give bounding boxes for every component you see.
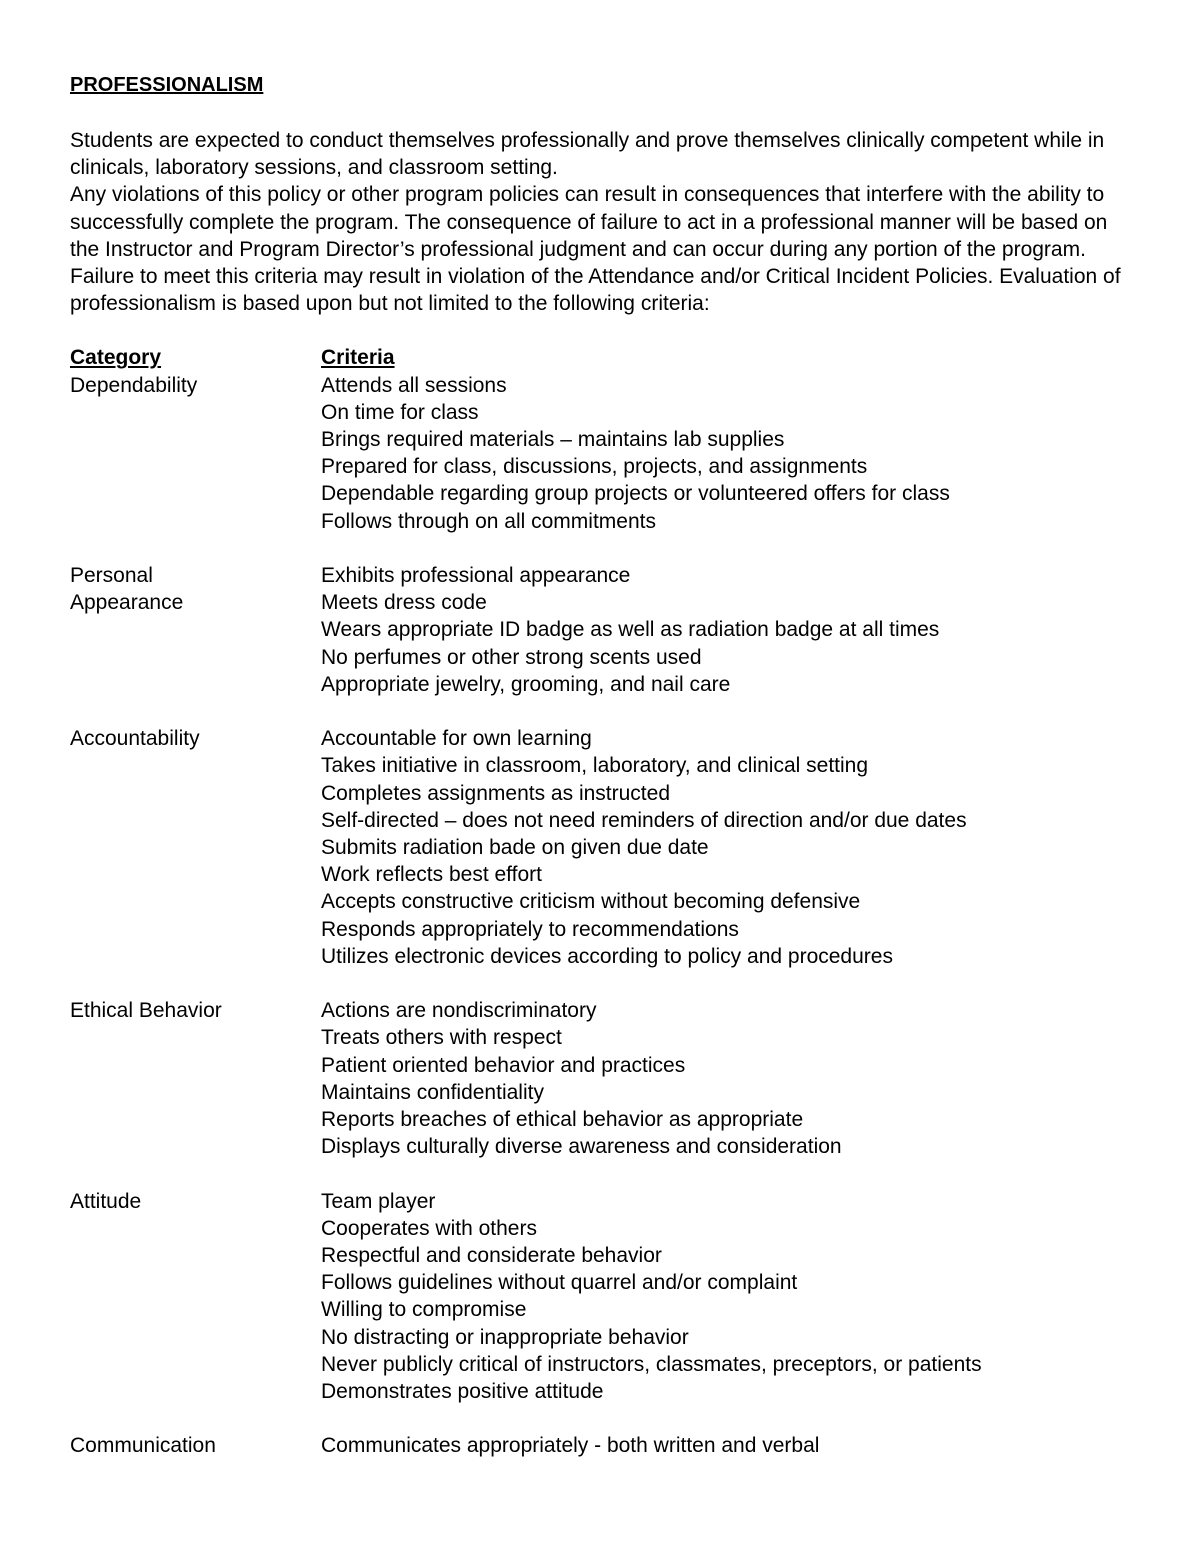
criteria-item: Accountable for own learning	[321, 727, 592, 751]
criteria-item: Team player	[321, 1189, 436, 1213]
category-group	[70, 725, 1130, 970]
criteria-item: Takes initiative in classroom, laboratory, and clinical setting	[321, 754, 869, 778]
category-group	[70, 562, 1130, 698]
category-cell	[70, 997, 321, 1160]
criteria-cell	[321, 372, 1130, 535]
criteria-item: Responds appropriately to recommendations	[321, 917, 739, 941]
criteria-cell	[321, 997, 1130, 1160]
criteria-item: Completes assignments as instructed	[321, 781, 670, 805]
criteria-table	[70, 344, 1130, 1459]
criteria-item: Reports breaches of ethical behavior as appropriate	[321, 1108, 804, 1132]
criteria-cell	[321, 562, 1130, 698]
criteria-item: Actions are nondiscriminatory	[321, 999, 597, 1023]
criteria-cell	[321, 1432, 1130, 1459]
category-label: Ethical Behavior	[70, 999, 222, 1023]
criteria-cell	[321, 1188, 1130, 1406]
category-group	[70, 1188, 1130, 1406]
criteria-item: Self-directed – does not need reminders of direction and/or due dates	[321, 808, 967, 832]
criteria-item: Prepared for class, discussions, projects, and assignments	[321, 455, 868, 479]
document-page	[70, 72, 1130, 1460]
criteria-item: Treats others with respect	[321, 1026, 562, 1050]
criteria-item: Utilizes electronic devices according to policy and procedures	[321, 944, 893, 968]
criteria-item: Exhibits professional appearance	[321, 564, 631, 588]
criteria-item: Respectful and considerate behavior	[321, 1244, 662, 1268]
criteria-item: No distracting or inappropriate behavior	[321, 1325, 689, 1349]
category-cell	[70, 372, 321, 535]
category-label: Personal	[70, 564, 153, 588]
column-header-category: Category	[70, 346, 162, 370]
criteria-item: Attends all sessions	[321, 373, 507, 397]
category-group	[70, 372, 1130, 535]
criteria-item: Wears appropriate ID badge as well as radiation badge at all times	[321, 618, 940, 642]
criteria-item: Follows guidelines without quarrel and/or complaint	[321, 1271, 798, 1295]
criteria-cell	[321, 725, 1130, 970]
criteria-item: On time for class	[321, 400, 479, 424]
criteria-item: Patient oriented behavior and practices	[321, 1053, 686, 1077]
criteria-item: Cooperates with others	[321, 1216, 537, 1240]
criteria-item: Accepts constructive criticism without becoming defensive	[321, 890, 861, 914]
criteria-item: Work reflects best effort	[321, 863, 542, 887]
criteria-item: Maintains confidentiality	[321, 1080, 544, 1104]
category-label: Appearance	[70, 591, 184, 615]
criteria-item: Meets dress code	[321, 591, 487, 615]
column-header-criteria: Criteria	[321, 346, 395, 370]
category-label: Dependability	[70, 373, 198, 397]
criteria-item: Communicates appropriately - both written and verbal	[321, 1434, 820, 1458]
category-group	[70, 1432, 1130, 1459]
criteria-item: Follows through on all commitments	[321, 509, 656, 533]
criteria-item: Demonstrates positive attitude	[321, 1380, 604, 1404]
category-cell	[70, 725, 321, 970]
category-cell	[70, 562, 321, 698]
table-header-row	[70, 344, 1130, 371]
category-cell	[70, 1188, 321, 1406]
category-label: Attitude	[70, 1189, 142, 1213]
category-label: Accountability	[70, 727, 200, 751]
criteria-item: Dependable regarding group projects or volunteered offers for class	[321, 482, 950, 506]
intro-text	[70, 127, 1130, 317]
intro-paragraph: Students are expected to conduct themselves professionally and prove themselves clinically competent while in clinicals, laboratory sessions, and classroom setting.	[70, 129, 1105, 180]
document-heading: PROFESSIONALISM	[70, 74, 264, 96]
category-group	[70, 997, 1130, 1160]
category-cell	[70, 1432, 321, 1459]
criteria-groups	[70, 372, 1130, 1460]
criteria-item: Submits radiation bade on given due date	[321, 836, 709, 860]
criteria-item: Never publicly critical of instructors, classmates, preceptors, or patients	[321, 1352, 982, 1376]
category-label: Communication	[70, 1434, 216, 1458]
criteria-item: Willing to compromise	[321, 1298, 527, 1322]
criteria-item: Brings required materials – maintains lab supplies	[321, 428, 785, 452]
criteria-item: Appropriate jewelry, grooming, and nail care	[321, 672, 731, 696]
criteria-item: No perfumes or other strong scents used	[321, 645, 702, 669]
intro-paragraph: Any violations of this policy or other program policies can result in consequences that interfere with the ability to successfully complete the program. The consequence of failure to act in a professional manner will be based on the Instructor and Program Director’s professional judgment and can occur during any portion of the program. Failure to meet this criteria may result in violation of the Attendance and/or Critical Incident Policies. Evaluation of professionalism is based upon but not limited to the following criteria:	[70, 183, 1121, 316]
criteria-item: Displays culturally diverse awareness and consideration	[321, 1135, 842, 1159]
